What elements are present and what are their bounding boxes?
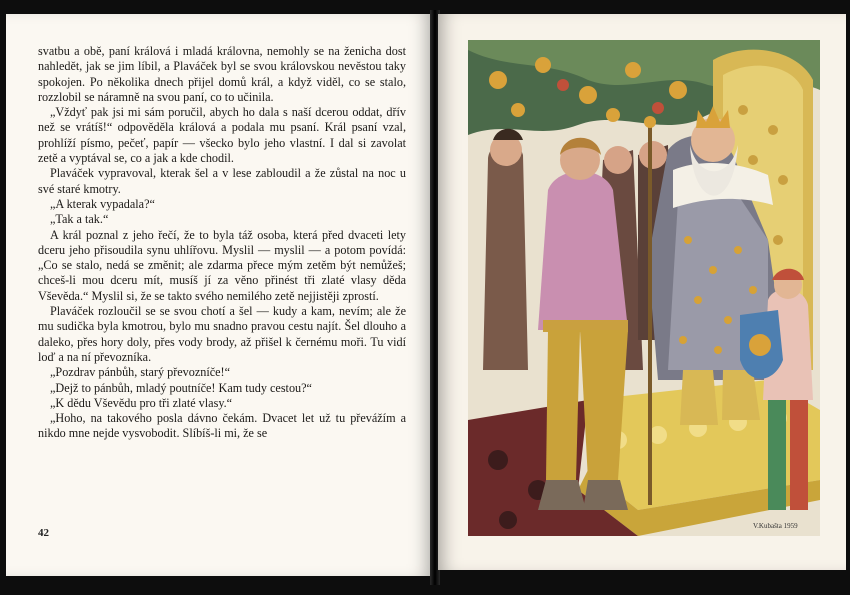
illustration-signature: V.Kubašta 1959	[753, 522, 798, 530]
paragraph: „Vždyť pak jsi mi sám poručil, abych ho dala s naší dcerou oddat, dřív než se vrátíš!“ odpověděla králová a podala mu psaní. Král psaní vzal, prohlíží písmo, pečeť, papír — všecko bylo jeho vlastní. I dal si zavolat zetě a vyptával se, co a jak a kde chodil.	[38, 105, 406, 166]
paragraph: „Dejž to pánbůh, mladý poutníče! Kam tudy cestou?“	[50, 380, 312, 395]
paragraph: „K dědu Vševědu pro tři zlaté vlasy.“	[50, 395, 233, 410]
story-text	[38, 44, 406, 442]
left-page	[6, 14, 432, 576]
paragraph: svatbu a obě, paní králová i mladá královna, nemohly se na ženicha dost nahledět, jak se jim líbil, a Plaváček byl se svou královskou nevěstou taky spokojen. Po několika dnech přijel domů král, a když viděl, co se stalo, rozzlobil se náramně na svou paní, co to učinila.	[38, 44, 406, 104]
paragraph: „A kterak vypadala?“	[50, 196, 155, 211]
king-throne-illustration	[468, 40, 820, 536]
paragraph: „Tak a tak.“	[50, 212, 109, 227]
paragraph: Plaváček rozloučil se se svou chotí a šel — kudy a kam, nevím; ale že mu sudička byla kmotrou, bylo mu snadno pravou cestu najít. Šel dlouho a daleko, přes hory doly, přes vody brody, až přišel k černému moři. Tu vidí loď a na ní převozníka.	[38, 304, 406, 364]
paragraph: „Pozdrav pánbůh, starý převozníče!“	[50, 365, 231, 380]
paragraph: A král poznal z jeho řečí, že to byla táž osoba, která před dvaceti lety dceru jeho přisoudila synu uhlířovu. Myslil — myslil — a potom povídá: „Co se stalo, nedá se změnit; ale zdarma přece mým zetěm být nemůžeš; chceš-li mou dceru mít, musíš jí za věno přinést tři zlaté vlasy děda Vševěda.“ Myslil si, že se takto svého nemilého zetě nejjistěji zprostí.	[38, 227, 406, 303]
paragraph: Plaváček vypravoval, kterak šel a v lese zabloudil a že zůstal na noc u své staré kmotry.	[38, 166, 406, 196]
page-number: 42	[38, 527, 49, 539]
paragraph: „Hoho, na takového posla dávno čekám. Dvacet let už tu převážím a nikdo mne nejde vysvobodit. Slíbíš-li mi, že se	[38, 411, 406, 441]
